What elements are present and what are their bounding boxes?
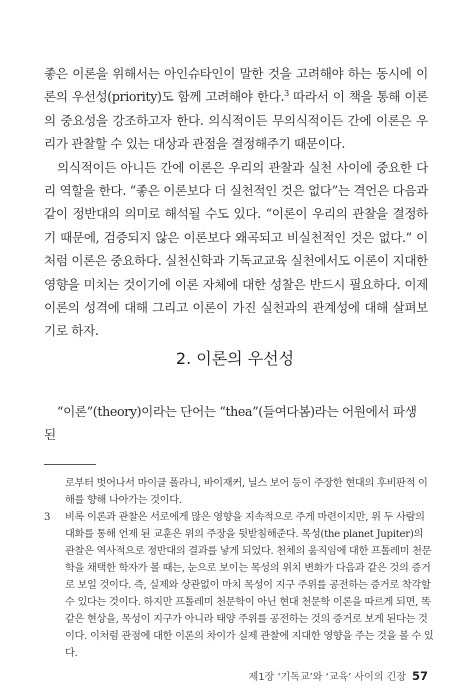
page-number: 57 [411,669,428,683]
running-title: 제1장 ‘기독교’와 ‘교육’ 사이의 긴장 [248,672,406,683]
body-text [44,62,428,343]
footnote-3 [44,509,434,662]
footnote-text: 비록 이론과 관찰은 서로에게 많은 영향을 지속적으로 주게 마련이지만, 위 두 사람의 대화를 통해 언제 된 교훈은 위의 주장을 뒷받침해준다. 목성(the planet Jupiter)의 관찰은 역사적으로 정반대의 결과를 낳게 되었다. 천체의 움직임에 대한 프톨레미 천문학을 채택한 학자가 볼 때는, 눈으로 보이는 목성의 위치 변화가 다음과 같은 것의 증거로 보일 것이다. 즉, 실제와 상관없이 마치 목성이 지구 주위를 공전하는 증거로 착각할 수 있다는 것이다. 하지만 프톨레미 천문학이 아닌 현대 천문학 이론을 따르게 되면, 똑같은 현상을, 목성이 지구가 아니라 태양 주위를 공전하는 것의 증거로 보게 된다는 것이다. 이처럼 관점에 대한 이론의 차이가 실제 관찰에 지대한 영향을 주는 것을 볼 수 있다. [65,512,434,659]
paragraph-2: 의식적이든 아니든 간에 이론은 우리의 관찰과 실천 사이에 중요한 다리 역할을 한다. “좋은 이론보다 더 실천적인 것은 없다”는 격언은 다음과 같이 정반대의 의미로 해석될 수도 있다. “이론이 우리의 관찰을 결정하기 때문에, 검증되지 않은 이론보다 왜곡되고 비실천적인 것은 없다.” 이처럼 이론은 중요하다. 실천신학과 기독교교육 실천에서도 이론이 지대한 영향을 미치는 것이기에 이론 자체에 대한 성찰은 반드시 필요하다. 이제 이론의 성격에 대해 그리고 이론이 가진 실천과의 관계성에 대해 살펴보기로 하자. [44,159,428,339]
footnote-reference: 3 [284,89,289,99]
footnote-number: 3 [44,512,51,523]
paragraph-1-text-after: 따라서 이 책을 통해 이론의 중요성을 강조하고자 한다. 의식적이든 무의식적이든 간에 이론은 우리가 관찰할 수 있는 대상과 관점을 결정해주기 때문이다. [44,89,428,152]
paragraph-1-text-before: 좋은 이론을 위해서는 아인슈타인이 말한 것을 고려해야 하는 동시에 이론의 우선성(priority)도 함께 고려해야 한다. [44,66,428,105]
section-heading: 2. 이론의 우선성 [175,349,295,368]
running-footer [249,668,428,683]
section-first-line: “이론”(theory)이라는 단어는 “thea”(들여다봄)라는 어원에서 파생된 [44,404,417,442]
footnote-divider [44,464,96,465]
footnote-continuation: 로부터 벗어나서 마이클 폴라니, 바이재커, 닐스 보어 등이 주장한 현대의 후비판적 이해를 향해 나아가는 것이다. [65,478,428,506]
footnotes [44,475,434,662]
paragraph-1 [44,62,428,156]
